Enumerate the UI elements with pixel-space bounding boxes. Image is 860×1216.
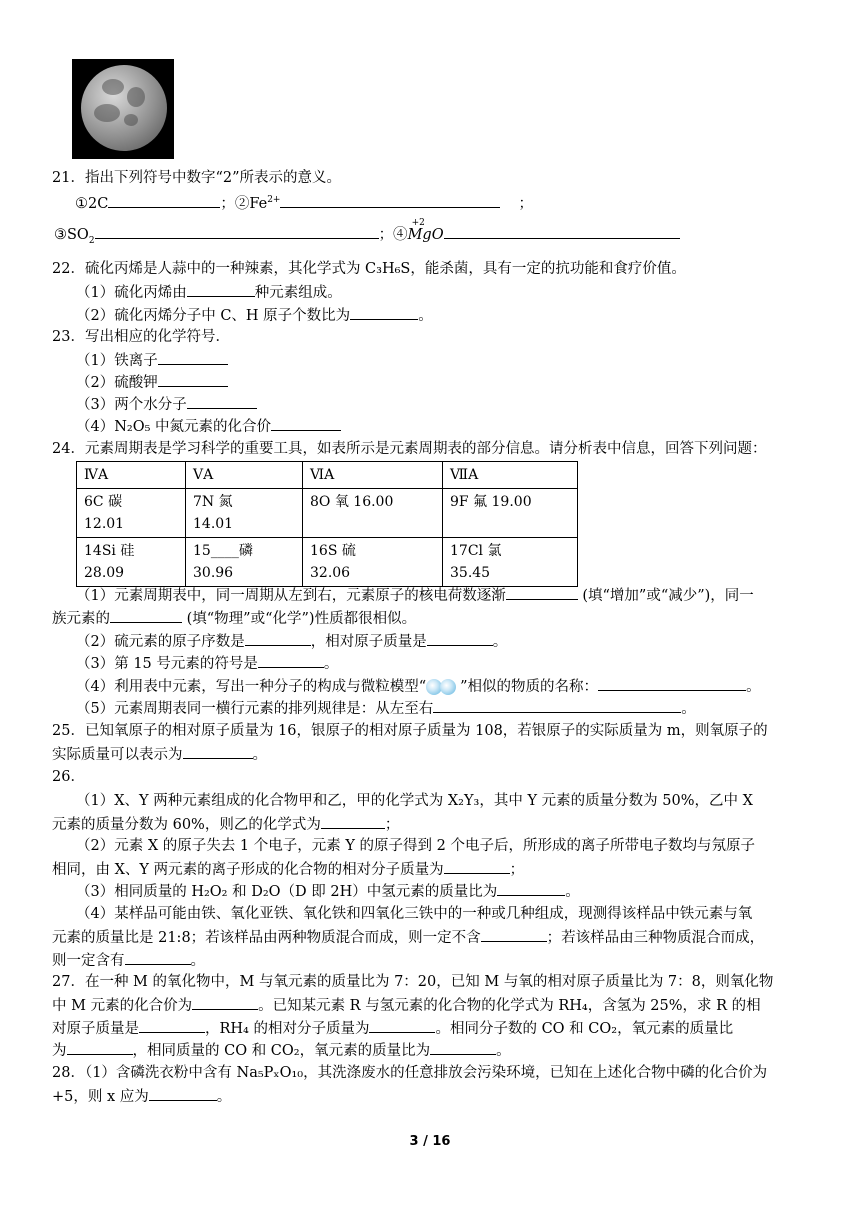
q24-part3: （3）第 15 号元素的符号是 。 [76, 653, 338, 674]
answer-blank[interactable] [183, 744, 253, 759]
q23-part2: （2）硫酸钾 [76, 372, 228, 393]
answer-blank[interactable] [506, 585, 578, 600]
answer-blank[interactable] [369, 1018, 435, 1033]
table-header: ⅦA [443, 462, 578, 489]
q25-line1: 25．已知氧原子的相对原子质量为 16，银原子的相对原子质量为 108，若银原子的实际质量为 m，则氧原子的 [52, 723, 768, 739]
answer-blank[interactable] [187, 394, 257, 409]
q26-part2-line1: （2）元素 X 的原子失去 1 个电子，元素 Y 的原子得到 2 个电子后，所形成的离子所带电子数均与氖原子 [76, 838, 755, 854]
answer-blank[interactable] [271, 416, 341, 431]
answer-blank[interactable] [427, 631, 493, 646]
q26-part1-line2: 元素的质量分数为 60%，则乙的化学式为 ； [52, 814, 399, 835]
q24-part4: （4）利用表中元素，写出一种分子的构成与微粒模型“ ”相似的物质的名称： 。 [76, 676, 761, 697]
q24-stem: 24．元素周期表是学习科学的重要工具，如表所示是元素周期表的部分信息。请分析表中信息，回答下列问题： [52, 441, 767, 457]
q27-line1: 27．在一种 M 的氧化物中，M 与氧元素的质量比为 7：20，已知 M 与氧的相对原子质量比为 7：8，则氧化物 [52, 974, 774, 990]
answer-blank[interactable] [444, 224, 680, 239]
q26-part2-line2: 相同，由 X、Y 两元素的离子形成的化合物的相对分子质量为 ； [52, 859, 524, 880]
table-header: ⅣA [77, 462, 186, 489]
q21-line2: $③SO_2$ ；④ +2 MgO [54, 224, 680, 251]
q27-line4: 为 ，相同质量的 CO 和 CO₂，氧元素的质量比为 。 [52, 1040, 511, 1061]
q28-line1: 28．（1）含磷洗衣粉中含有 Na₅PₓO₁₀，其洗涤废水的任意排放会污染环境，已知在上述化合物中磷的化合价为 [52, 1065, 768, 1081]
table-header: ⅤA [186, 462, 303, 489]
answer-blank[interactable] [444, 859, 510, 874]
q21-line1: ①2C ；$②Fe^{2+}$ ； [75, 190, 533, 214]
answer-blank[interactable] [245, 631, 311, 646]
q24-part2: （2）硫元素的原子序数是 ，相对原子质量是 。 [76, 631, 507, 652]
answer-blank[interactable] [67, 1040, 133, 1055]
q23-part3: （3）两个水分子 [76, 394, 257, 415]
q22-part1: （1）硫化丙烯由 种元素组成。 [76, 282, 342, 303]
answer-blank[interactable] [187, 282, 255, 297]
answer-blank[interactable] [192, 995, 258, 1010]
q21-stem: 21．指出下列符号中数字“2”所表示的意义。 [52, 170, 342, 186]
table-cell: 6C 碳 12.01 [77, 489, 186, 538]
answer-blank[interactable] [350, 305, 418, 320]
table-header: ⅥA [303, 462, 443, 489]
table-cell: 9F 氟 19.00 [443, 489, 578, 538]
answer-blank[interactable] [433, 698, 681, 713]
answer-blank[interactable] [497, 881, 565, 896]
q23-stem: 23．写出相应的化学符号． [52, 329, 230, 345]
table-cell: 17Cl 氯 35.45 [443, 538, 578, 587]
q22-stem: 22．硫化丙烯是人蒜中的一种辣素，其化学式为 C₃H₆S，能杀菌，具有一定的抗功能和食疗价值。 [52, 261, 686, 277]
answer-blank[interactable] [139, 1018, 205, 1033]
q28-line2: +5，则 x 应为 。 [52, 1086, 231, 1107]
answer-blank[interactable] [125, 950, 191, 965]
q24-part5: （5）元素周期表同一横行元素的排列规律是：从左至右 。 [76, 698, 696, 719]
q26-number: 26． [52, 769, 85, 785]
answer-blank[interactable] [95, 224, 379, 239]
q26-part1-line1: （1）X、Y 两种元素组成的化合物甲和乙，甲的化学式为 X₂Y₃，其中 Y 元素的质量分数为 50%，乙中 X [76, 793, 753, 809]
moon-image [72, 59, 174, 159]
table-cell: 8O 氧 16.00 [303, 489, 443, 538]
answer-blank[interactable] [258, 653, 324, 668]
answer-blank[interactable] [598, 676, 746, 691]
q26-part4-line3: 则一定含有 。 [52, 950, 205, 971]
answer-blank[interactable] [481, 927, 547, 942]
table-cell: 15____磷 30.96 [186, 538, 303, 587]
q24-part1-line2: 族元素的 (填“物理”或“化学”)性质都很相似。 [52, 608, 416, 629]
q26-part4-line1: （4）某样品可能由铁、氧化亚铁、氧化铁和四氧化三铁中的一种或几种组成，现测得该样品中铁元素与氧 [76, 906, 753, 922]
q27-line3: 对原子质量是 ，RH₄ 的相对分子质量为 。相同分子数的 CO 和 CO₂，氧元素的质量比 [52, 1018, 733, 1039]
table-cell: 16S 硫 32.06 [303, 538, 443, 587]
page-number: 3 / 16 [409, 1134, 451, 1149]
periodic-table [76, 461, 578, 587]
q26-part3: （3）相同质量的 H₂O₂ 和 D₂O（D 即 2H）中氢元素的质量比为 。 [76, 881, 580, 902]
answer-blank[interactable] [430, 1040, 496, 1055]
q26-part4-line2: 元素的质量比是 21:8；若该样品由两种物质混合而成，则一定不含 ；若该样品由三种物质混合而成， [52, 927, 764, 948]
q23-part4: （4）N₂O₅ 中氮元素的化合价 [76, 416, 341, 437]
molecule-model-icon [426, 678, 460, 696]
q22-part2: （2）硫化丙烯分子中 C、H 原子个数比为 。 [76, 305, 433, 326]
answer-blank[interactable] [158, 372, 228, 387]
q24-part1-line1: （1）元素周期表中，同一周期从左到右，元素原子的核电荷数逐渐 (填“增加”或“减少”)，同一 [76, 585, 754, 606]
table-cell: 14Si 硅 28.09 [77, 538, 186, 587]
answer-blank[interactable] [158, 350, 228, 365]
answer-blank[interactable] [108, 193, 220, 208]
table-cell: 7N 氮 14.01 [186, 489, 303, 538]
q25-line2: 实际质量可以表示为 。 [52, 744, 267, 765]
answer-blank[interactable] [321, 814, 385, 829]
answer-blank[interactable] [149, 1086, 217, 1101]
answer-blank[interactable] [110, 608, 182, 623]
q27-line2: 中 M 元素的化合价为 。已知某元素 R 与氢元素的化合物的化学式为 RH₄，含氢为 25%，求 R 的相 [52, 995, 761, 1016]
answer-blank[interactable] [280, 193, 500, 208]
q23-part1: （1）铁离子 [76, 350, 228, 371]
